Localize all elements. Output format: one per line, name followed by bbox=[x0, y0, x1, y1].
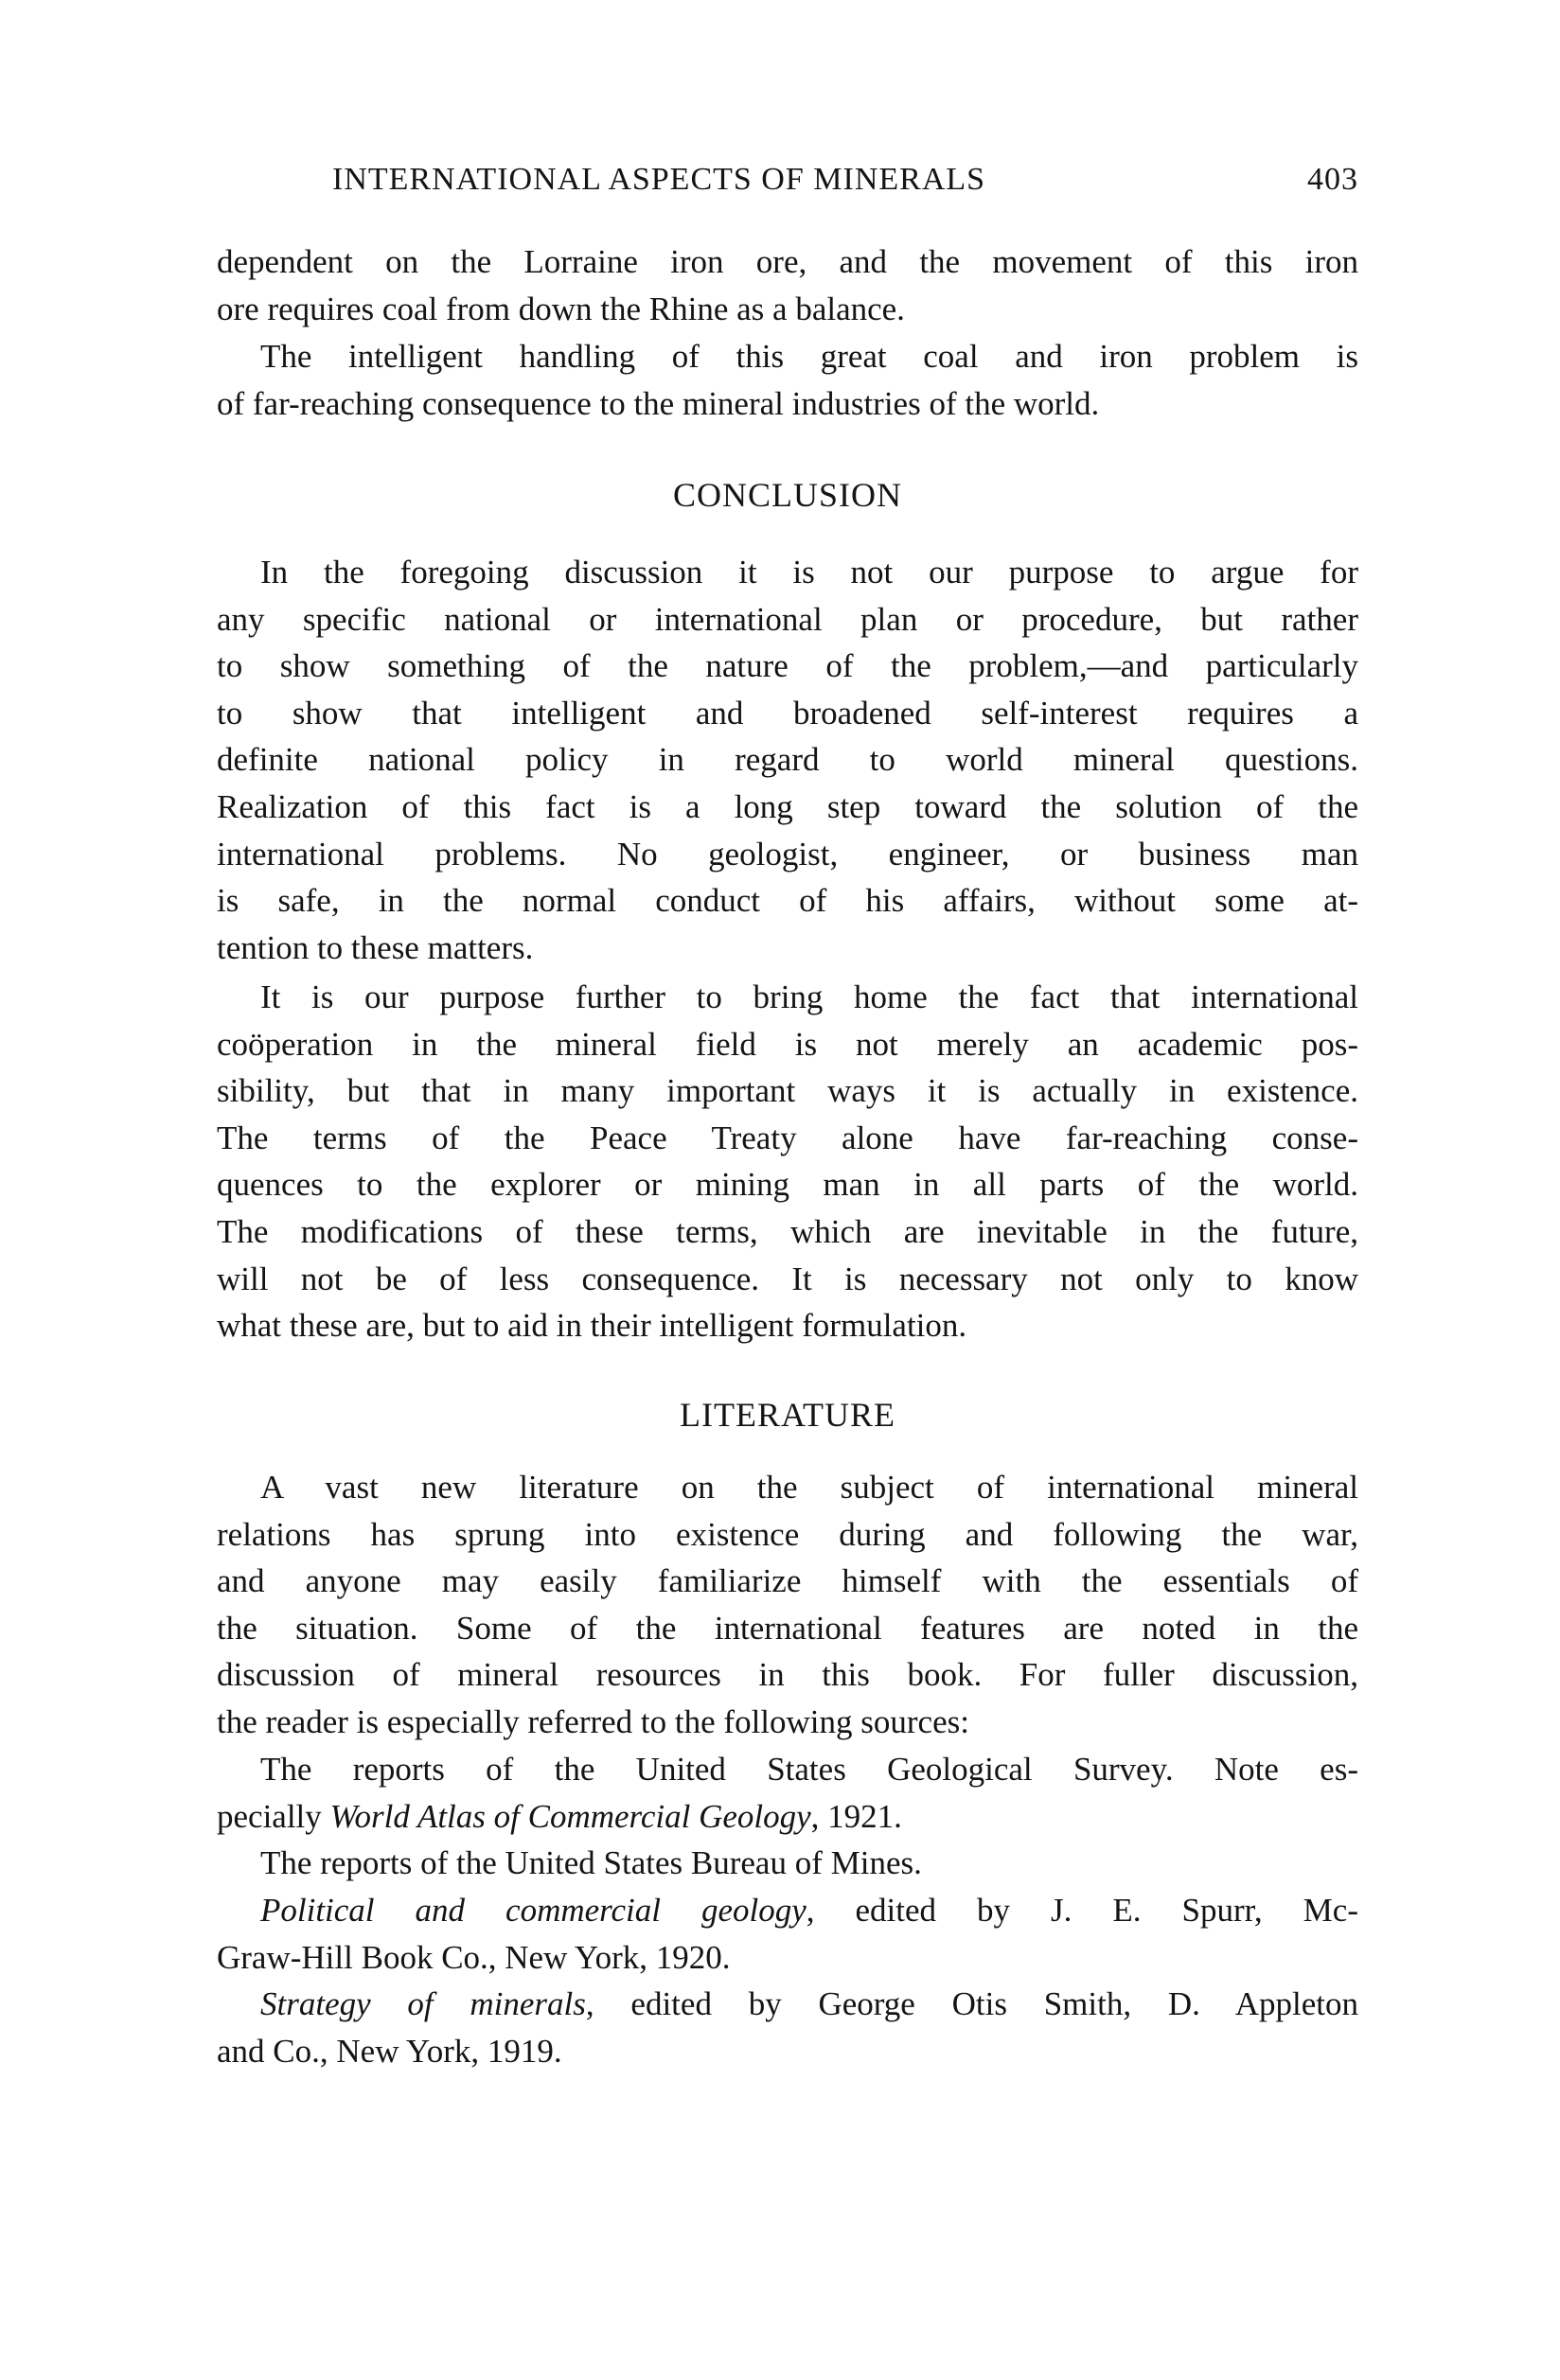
text-segment: will not be of less consequence. It is necessary not only to know bbox=[217, 1260, 1358, 1297]
text-line bbox=[217, 286, 1358, 333]
text-segment: The intelligent handling of this great coal and iron problem is bbox=[260, 338, 1358, 375]
reference-entry bbox=[217, 1887, 1358, 1981]
text-line bbox=[217, 736, 1358, 784]
text-segment: sibility, but that in many important ways it is actually in existence. bbox=[217, 1072, 1358, 1110]
text-segment: to show something of the nature of the problem,—and particularly bbox=[217, 647, 1358, 685]
text-line bbox=[217, 238, 1358, 286]
text-segment: dependent on the Lorraine iron ore, and the movement of this iron bbox=[217, 243, 1358, 280]
text-segment: and Co., New York, 1919. bbox=[217, 2032, 562, 2070]
text-segment: Graw-Hill Book Co., New York, 1920. bbox=[217, 1938, 731, 1976]
text-line bbox=[217, 1981, 1358, 2028]
text-segment: of far-reaching consequence to the mineral industries of the world. bbox=[217, 384, 1100, 422]
text-line bbox=[217, 1067, 1358, 1115]
text-line bbox=[217, 1511, 1358, 1559]
text-segment: discussion of mineral resources in this book. For fuller discussion, bbox=[217, 1656, 1358, 1694]
text-segment: any specific national or international plan or procedure, but rather bbox=[217, 600, 1358, 638]
reference-entry bbox=[217, 1840, 1358, 1887]
text-line bbox=[217, 1934, 1358, 1982]
text-segment: is safe, in the normal conduct of his affairs, without some at- bbox=[217, 882, 1358, 920]
paragraph bbox=[217, 238, 1358, 332]
text-segment: , edited by George Otis Smith, D. Appleton bbox=[585, 1985, 1358, 2022]
paragraph bbox=[217, 1464, 1358, 1746]
text-line bbox=[217, 1115, 1358, 1162]
text-line bbox=[217, 643, 1358, 690]
section-heading-conclusion: CONCLUSION bbox=[672, 476, 902, 514]
text-segment: coöperation in the mineral field is not merely an academic pos- bbox=[217, 1025, 1358, 1063]
text-segment: It is our purpose further to bring home the fact that international bbox=[260, 978, 1358, 1015]
text-segment: the reader is especially referred to the following sources: bbox=[217, 1702, 969, 1740]
reference-entry bbox=[217, 1746, 1358, 1840]
text-segment: Realization of this fact is a long step toward the solution of the bbox=[217, 787, 1358, 825]
text-line bbox=[217, 2028, 1358, 2075]
text-line bbox=[217, 1464, 1358, 1511]
text-line bbox=[217, 1256, 1358, 1303]
text-line bbox=[217, 1887, 1358, 1934]
text-segment: what these are, but to aid in their intelligent formulation. bbox=[217, 1307, 967, 1345]
text-segment: quences to the explorer or mining man in all parts of the world. bbox=[217, 1166, 1358, 1204]
text-segment: tention to these matters. bbox=[217, 928, 534, 966]
text-line bbox=[217, 1208, 1358, 1256]
text-line bbox=[217, 831, 1358, 878]
text-segment: The terms of the Peace Treaty alone have far-reaching conse- bbox=[217, 1119, 1358, 1156]
text-segment: the situation. Some of the international features are noted in the bbox=[217, 1609, 1358, 1647]
text-line bbox=[217, 690, 1358, 737]
text-segment: In the foregoing discussion it is not our purpose to argue for bbox=[260, 554, 1358, 591]
text-line bbox=[217, 333, 1358, 380]
section-heading-literature: LITERATURE bbox=[680, 1396, 895, 1434]
text-line bbox=[217, 1699, 1358, 1746]
text-segment: relations has sprung into existence during and following the war, bbox=[217, 1515, 1358, 1553]
paragraph bbox=[217, 974, 1358, 1349]
page-number: 403 bbox=[1307, 162, 1358, 197]
running-header bbox=[332, 157, 1358, 203]
text-segment: , edited by J. E. Spurr, Mc- bbox=[806, 1892, 1358, 1929]
text-line bbox=[217, 1840, 1358, 1887]
text-line bbox=[217, 1746, 1358, 1793]
italic-title: Strategy of minerals bbox=[260, 1985, 586, 2022]
text-line bbox=[217, 974, 1358, 1021]
running-title: INTERNATIONAL ASPECTS OF MINERALS bbox=[332, 162, 986, 197]
text-segment: , 1921. bbox=[810, 1797, 902, 1835]
text-segment: A vast new literature on the subject of international mineral bbox=[260, 1469, 1358, 1506]
text-line bbox=[217, 596, 1358, 643]
text-line bbox=[217, 1021, 1358, 1068]
text-line bbox=[217, 784, 1358, 831]
text-segment: international problems. No geologist, engineer, or business man bbox=[217, 835, 1358, 873]
text-line bbox=[217, 877, 1358, 925]
italic-title: World Atlas of Commercial Geology bbox=[329, 1797, 811, 1835]
text-segment: pecially bbox=[217, 1797, 330, 1835]
text-segment: and anyone may easily familiarize himself with the essentials of bbox=[217, 1562, 1358, 1600]
text-line bbox=[217, 1302, 1358, 1349]
text-line bbox=[217, 1558, 1358, 1605]
paragraph bbox=[217, 333, 1358, 427]
text-segment: The reports of the United States Geological Survey. Note es- bbox=[260, 1751, 1358, 1788]
text-line bbox=[217, 1161, 1358, 1208]
text-segment: definite national policy in regard to world mineral questions. bbox=[217, 741, 1358, 779]
text-line bbox=[217, 380, 1358, 428]
text-line bbox=[217, 1605, 1358, 1652]
text-line bbox=[217, 1793, 1358, 1841]
text-segment: The reports of the United States Bureau of Mines. bbox=[260, 1844, 922, 1881]
text-line bbox=[217, 549, 1358, 596]
text-line bbox=[217, 925, 1358, 972]
text-line bbox=[217, 1651, 1358, 1699]
text-segment: The modifications of these terms, which are inevitable in the future, bbox=[217, 1212, 1358, 1250]
reference-entry bbox=[217, 1981, 1358, 2074]
text-segment: to show that intelligent and broadened self-interest requires a bbox=[217, 694, 1358, 732]
text-segment: ore requires coal from down the Rhine as a balance. bbox=[217, 290, 905, 327]
italic-title: Political and commercial geology bbox=[260, 1892, 807, 1929]
paragraph bbox=[217, 549, 1358, 971]
